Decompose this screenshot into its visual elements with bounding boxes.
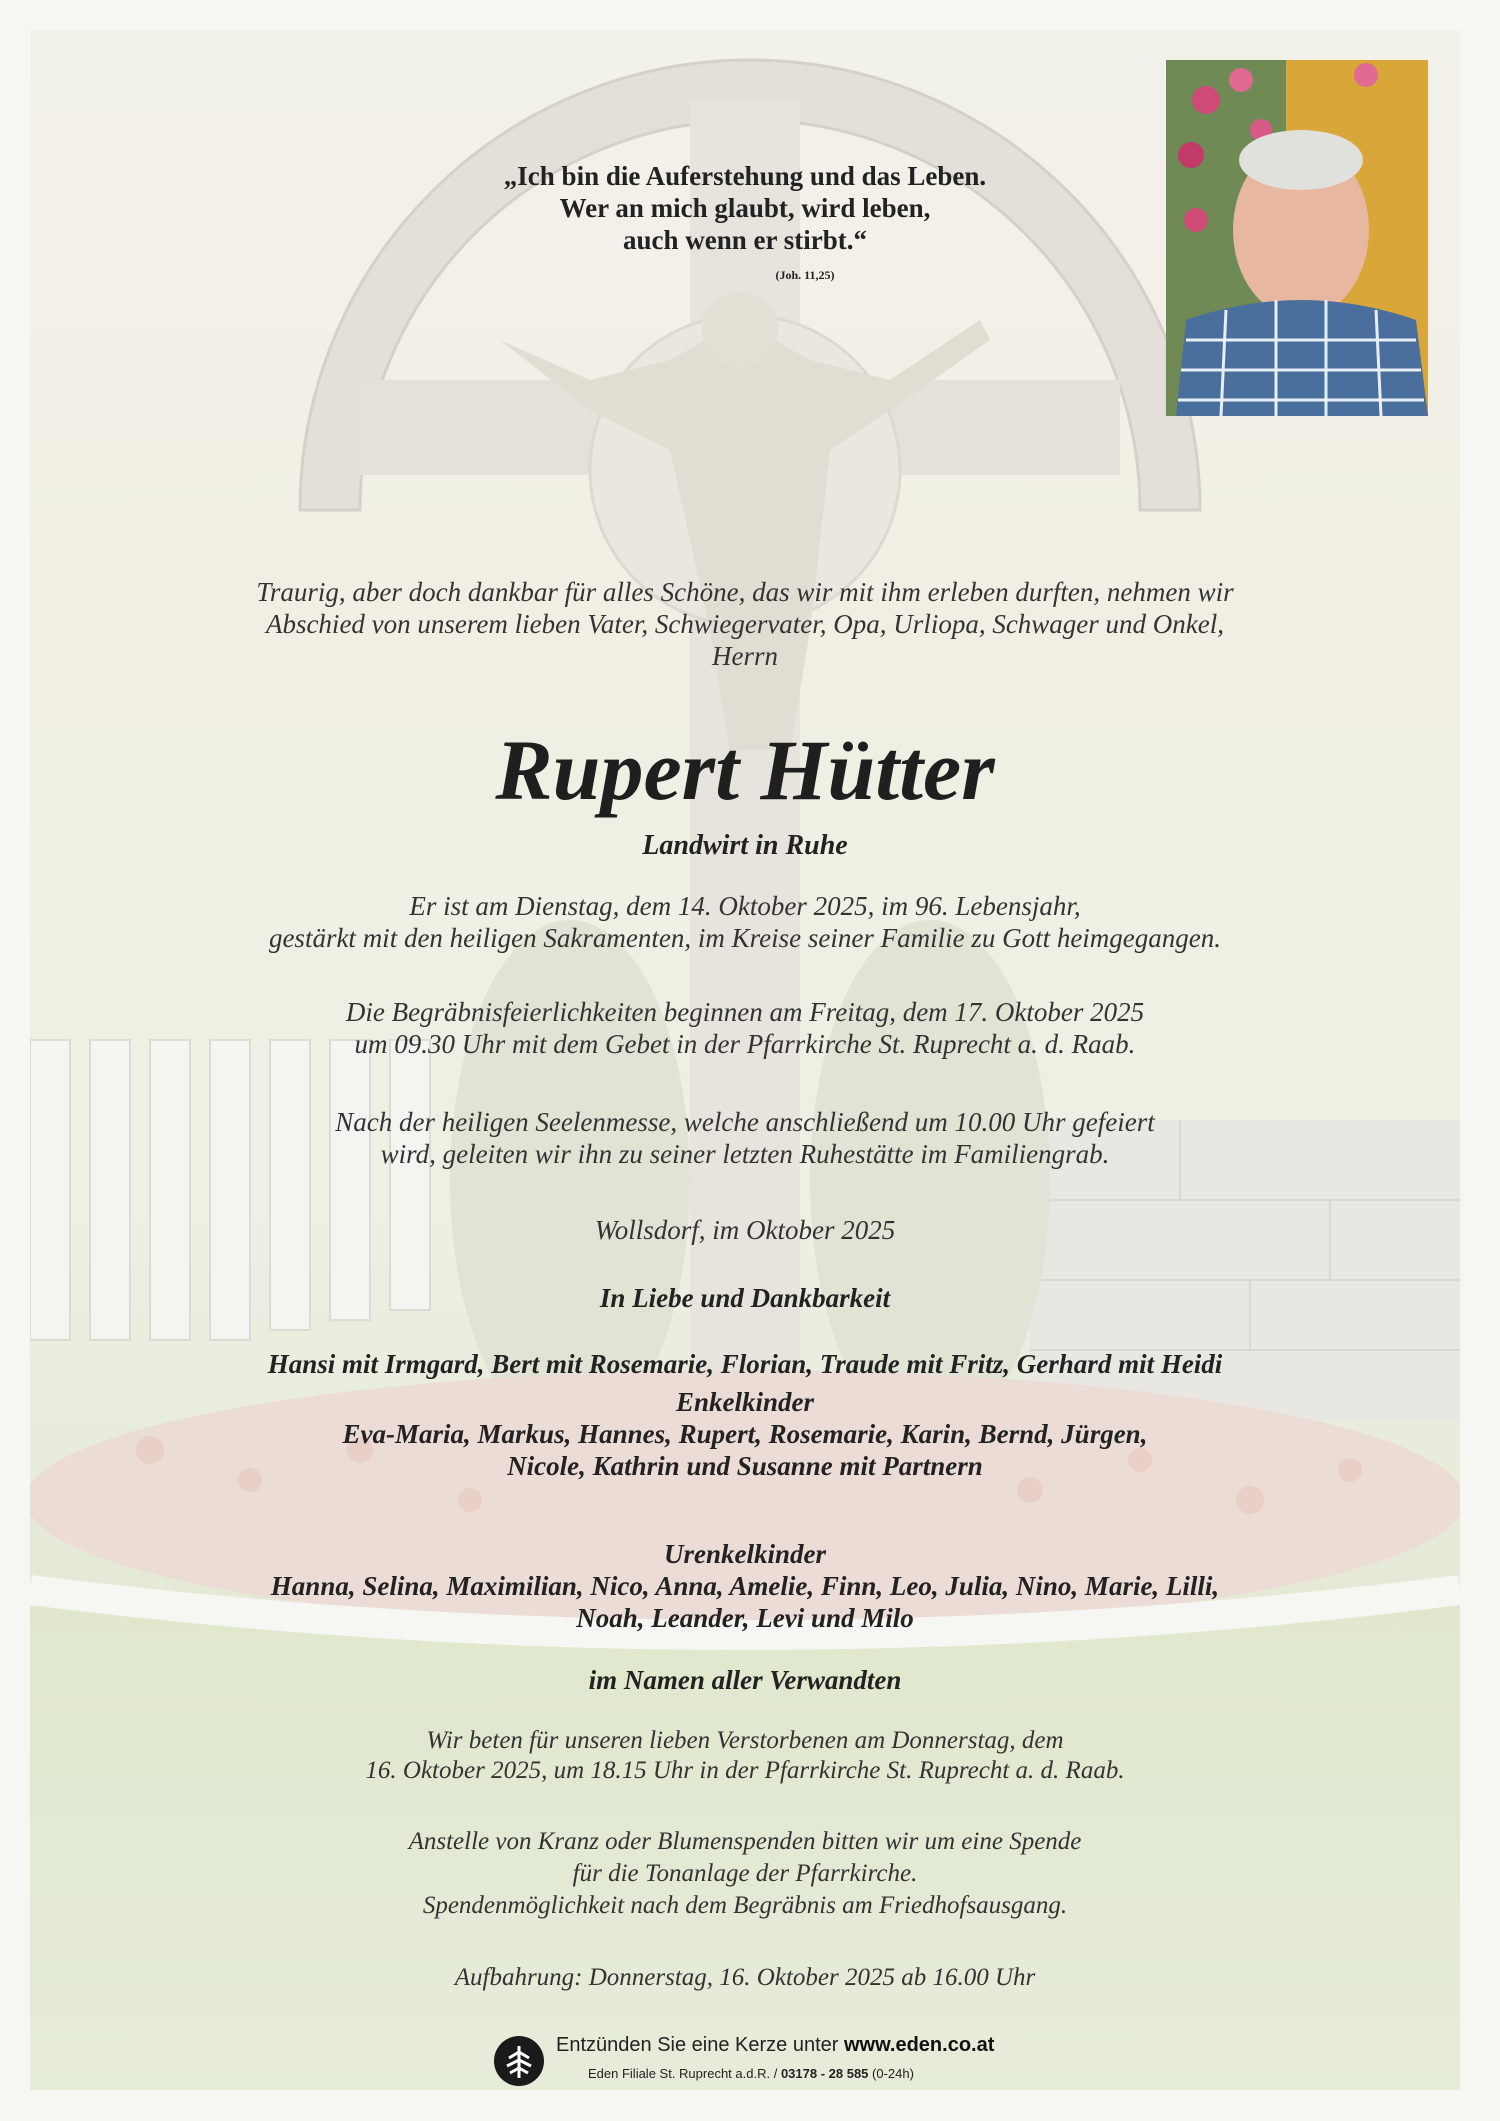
love-thanks: In Liebe und Dankbarkeit [599, 1283, 891, 1313]
obituary-page [30, 30, 1460, 2090]
eden-logo-icon [492, 2034, 546, 2088]
requiem-info: Nach der heiligen Seelenmesse, welche anschließend um 10.00 Uhr gefeiert wird, geleiten wir ihn zu seiner letzten Ruhestätte im Familiengrab. [335, 1107, 1155, 1169]
donation-info: Anstelle von Kranz oder Blumenspenden bitten wir um eine Spende für die Tonanlage der Pfarrkirche. Spendenmöglichkeit nach dem Begräbnis am Friedhofsausgang. [408, 1828, 1082, 1919]
place-date: Wollsdorf, im Oktober 2025 [594, 1215, 896, 1245]
obituary-text [30, 30, 1460, 2090]
branch-contact: Eden Filiale St. Ruprecht a.d.R. / 03178 - 28 585 (0-24h) [588, 2066, 914, 2081]
children-list: Hansi mit Irmgard, Bert mit Rosemarie, Florian, Traude mit Fritz, Gerhard mit Heidi [267, 1349, 1223, 1379]
relatives-note: im Namen aller Verwandten [588, 1665, 902, 1695]
quote-line-1: „Ich bin die Auferstehung und das Leben. [503, 161, 987, 191]
quote-line-3: auch wenn er stirbt.“ [622, 225, 867, 255]
phone-number: 03178 - 28 585 [780, 2066, 869, 2081]
grandchildren-section: Enkelkinder Eva-Maria, Markus, Hannes, Rupert, Rosemarie, Karin, Bernd, Jürgen, Nicole, Kathrin und Susanne mit Partnern [342, 1387, 1148, 1481]
quote-line-2: Wer an mich glaubt, wird leben, [559, 193, 931, 223]
great-grandchildren-section: Urenkelkinder Hanna, Selina, Maximilian, Nico, Anna, Amelie, Finn, Leo, Julia, Nino, Marie, Lilli, Noah, Leander, Levi und Milo [270, 1539, 1220, 1633]
eden-website-link[interactable]: www.eden.co.at [843, 2034, 995, 2056]
deceased-name: Rupert Hütter [495, 722, 995, 818]
bible-quote [30, 160, 1460, 256]
death-notice: Er ist am Dienstag, dem 14. Oktober 2025, im 96. Lebensjahr, gestärkt mit den heiligen Sakramenten, im Kreise seiner Familie zu Gott heimgegangen. [268, 891, 1222, 953]
prayer-info: Wir beten für unseren lieben Verstorbenen am Donnerstag, dem 16. Oktober 2025, um 18.15 Uhr in der Pfarrkirche St. Ruprecht a. d. Raab. [365, 1727, 1125, 1784]
intro-text: Traurig, aber doch dankbar für alles Schöne, das wir mit ihm erleben durften, nehmen wir Abschied von unserem lieben Vater, Schwiegervater, Opa, Urliopa, Schwager und Onkel, Herrn [256, 577, 1234, 671]
funeral-info: Die Begräbnisfeierlichkeiten beginnen am Freitag, dem 17. Oktober 2025 um 09.30 Uhr mit dem Gebet in der Pfarrkirche St. Ruprecht a. d. Raab. [345, 997, 1145, 1059]
quote-reference: (Joh. 11,25) [775, 268, 835, 282]
deceased-title: Landwirt in Ruhe [642, 830, 848, 861]
viewing-info: Aufbahrung: Donnerstag, 16. Oktober 2025 ab 16.00 Uhr [454, 1964, 1036, 1991]
candle-note: Entzünden Sie eine Kerze unter www.eden.co.at [556, 2034, 995, 2056]
